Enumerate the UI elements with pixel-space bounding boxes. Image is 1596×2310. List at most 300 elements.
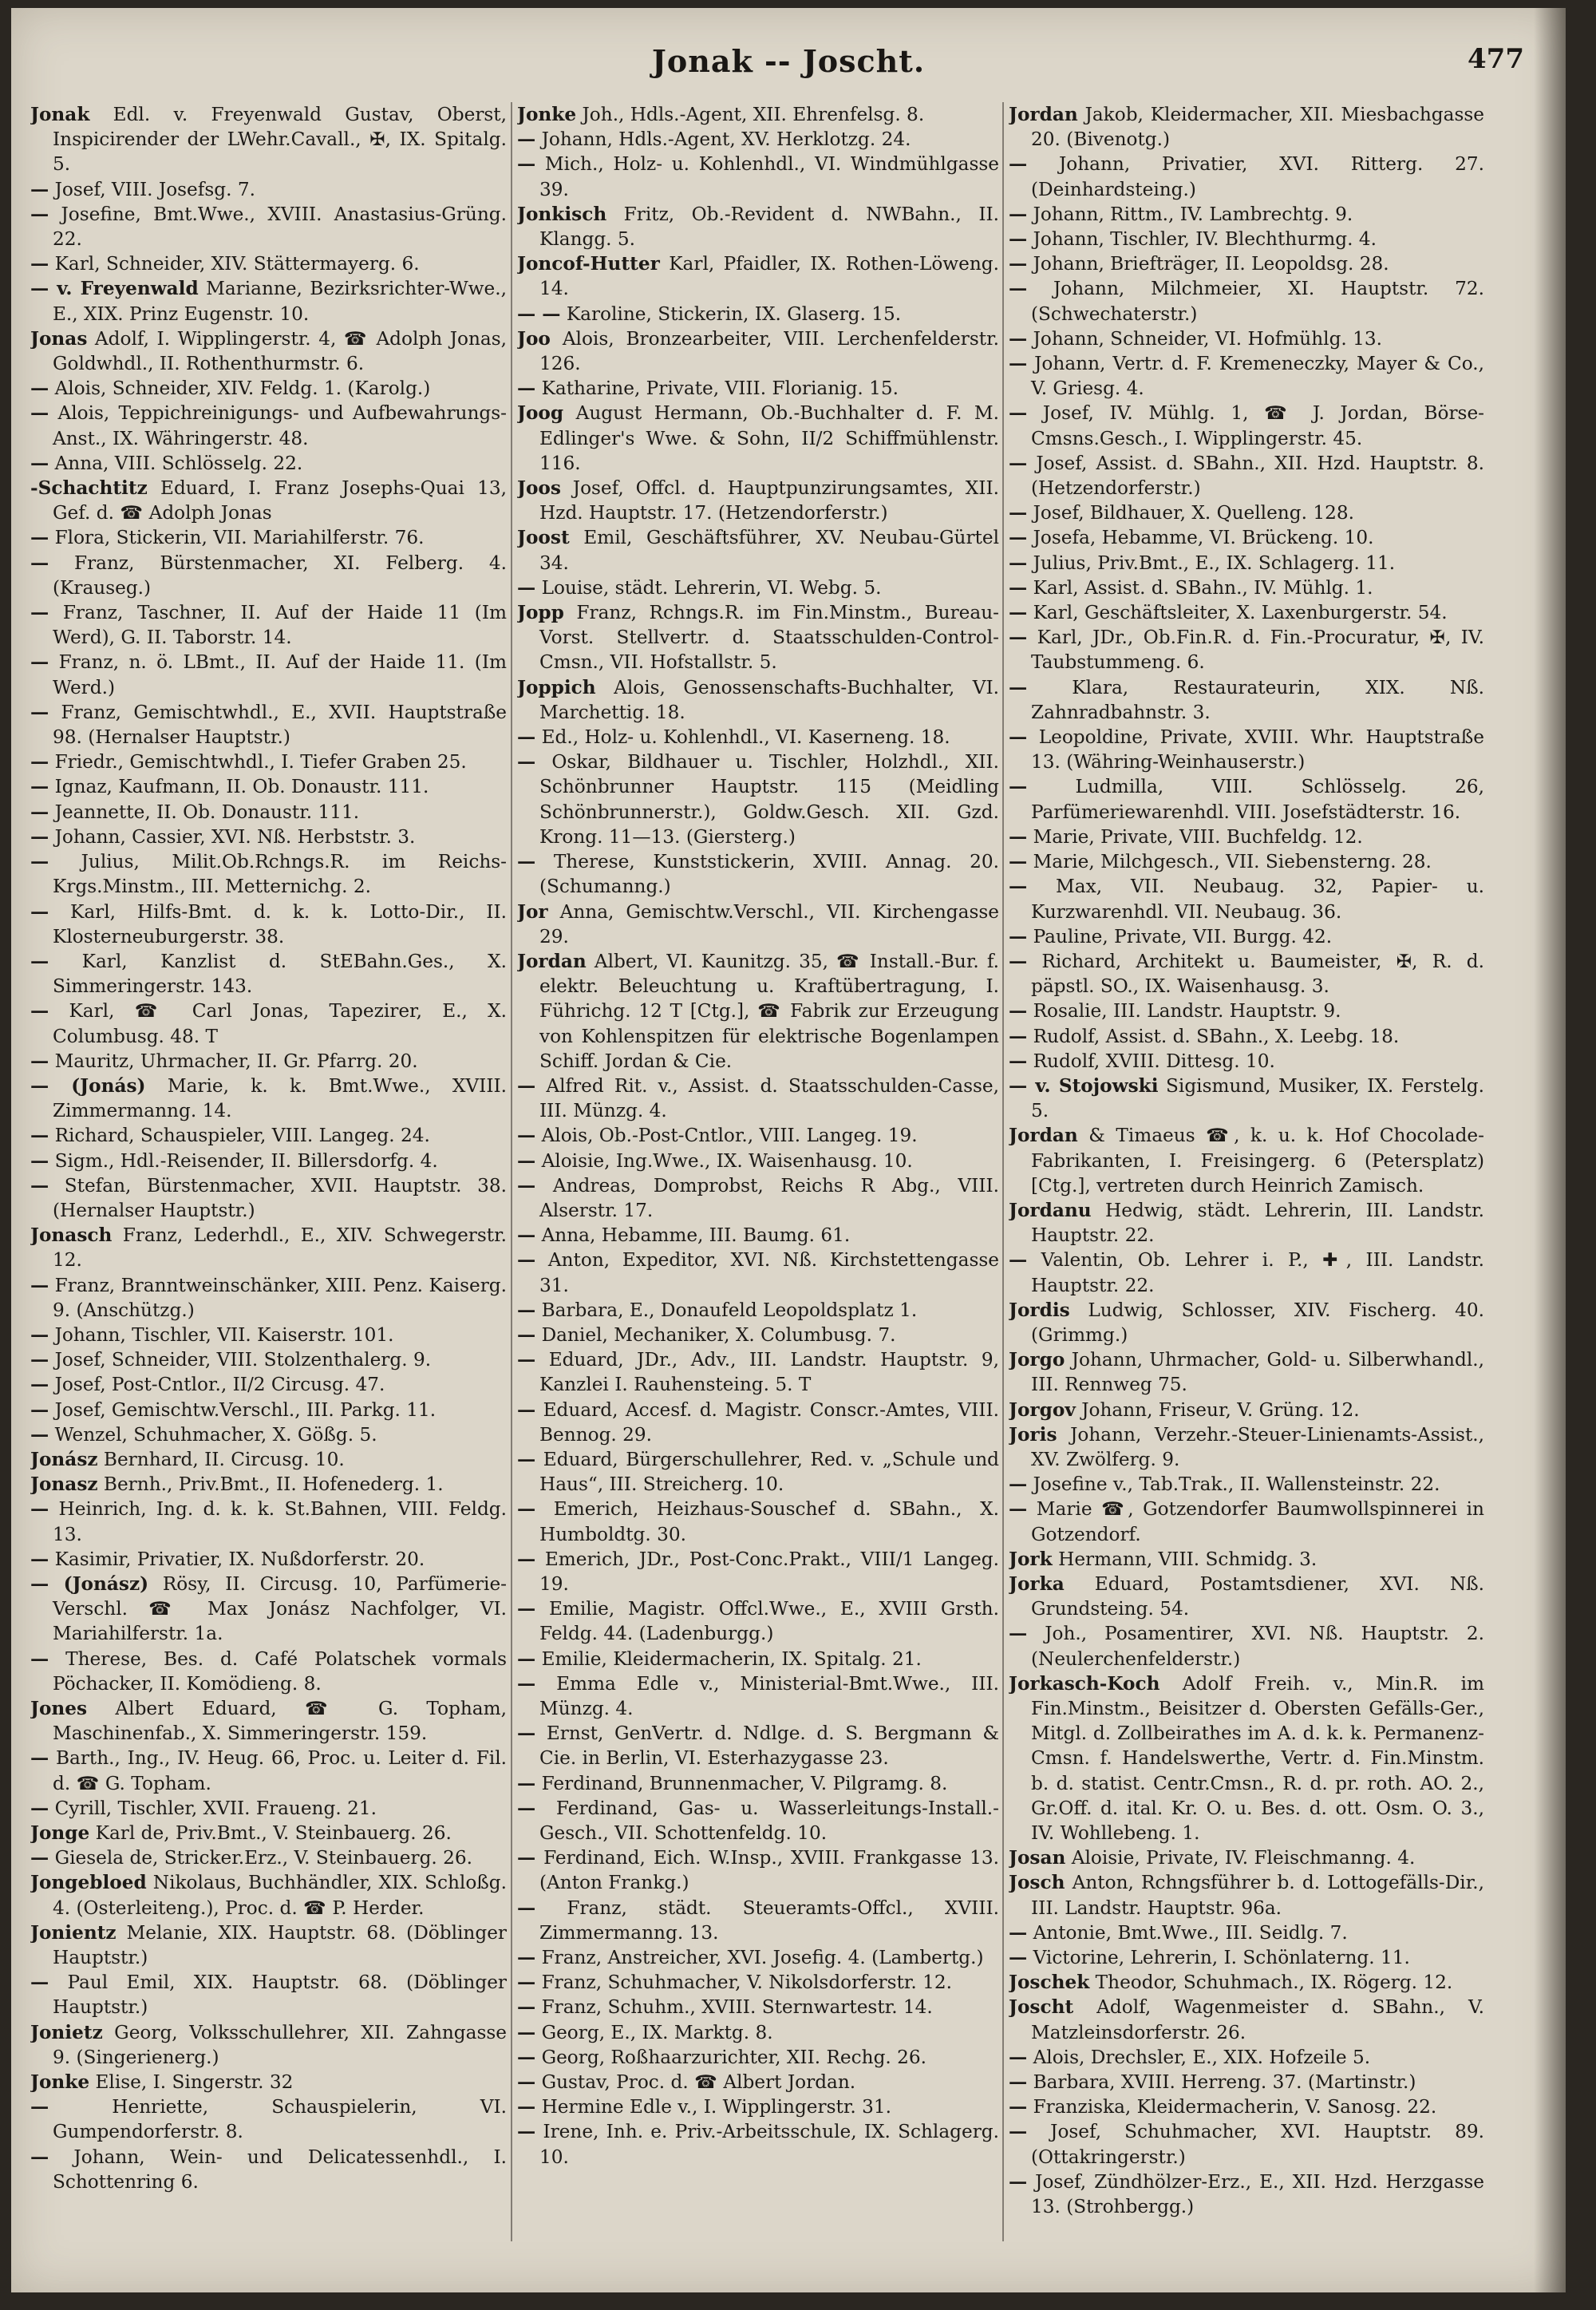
directory-page xyxy=(11,8,1566,2292)
entry-text: Daniel, Mechaniker, X. Columbusg. 7. xyxy=(541,1323,896,1346)
directory-entry xyxy=(517,1771,999,1796)
entry-name: — xyxy=(30,452,49,474)
entry-text: Fritz, Ob.-Revident d. NWBahn., II. Klangg. 5. xyxy=(539,203,999,251)
entry-name: Jonak xyxy=(30,104,90,125)
directory-entry xyxy=(1009,2119,1484,2169)
directory-entry xyxy=(1009,625,1484,674)
entry-name: — xyxy=(1009,1498,1028,1521)
entry-name: Jonász xyxy=(30,1448,98,1470)
entry-name: — xyxy=(1009,925,1028,947)
entry-text: Ernst, GenVertr. d. Ndlge. d. S. Bergmann & Cie. in Berlin, VI. Esterhazygasse 23. xyxy=(539,1723,999,1770)
entry-name: — xyxy=(517,1349,536,1371)
entry-name: — xyxy=(1009,627,1028,649)
entry-name: — xyxy=(30,1374,49,1396)
entry-name: — xyxy=(30,2096,49,2118)
directory-entry xyxy=(517,2094,999,2119)
directory-entry xyxy=(1009,1049,1484,1074)
entry-name: — xyxy=(30,1323,49,1346)
entry-text: Alois, Teppichreinigungs- und Aufbewahrungs-Anst., IX. Währingerstr. 48. xyxy=(53,402,507,449)
directory-entry xyxy=(1009,401,1484,450)
entry-name: Joost xyxy=(517,527,570,549)
running-title: Jonak -- Joscht. xyxy=(651,43,926,79)
entry-name: — xyxy=(517,1647,536,1670)
entry-text: Karl, Geschäftsleiter, X. Laxenburgerstr. 54. xyxy=(1033,602,1448,624)
entry-text: Adolf, Wagenmeister d. SBahn., V. Matzleinsdorferstr. 26. xyxy=(1031,1996,1484,2043)
directory-entry xyxy=(517,251,999,301)
entry-text: Ludmilla, VIII. Schlösselg. 26, Parfümeriewarenhdl. VIII. Josefstädterstr. 16. xyxy=(1031,776,1484,823)
entry-text: Alois, Bronzearbeiter, VIII. Lerchenfelderstr. 126. xyxy=(539,327,999,375)
entry-name: — xyxy=(517,851,536,873)
directory-entry xyxy=(1009,2170,1484,2219)
entry-name: — xyxy=(30,900,49,923)
entry-text: Heinrich, Ing. d. k. k. St.Bahnen, VIII. Feldg. 13. xyxy=(53,1498,507,1545)
entry-name: — xyxy=(30,701,49,723)
entry-text: Johann, Verzehr.-Steuer-Linienamts-Assist., XV. Zwölferg. 9. xyxy=(1031,1423,1484,1470)
directory-entry xyxy=(30,1074,507,1123)
entry-name: Jones xyxy=(30,1698,88,1719)
entry-name: Jorgov xyxy=(1009,1398,1076,1421)
entry-name: — xyxy=(517,1249,536,1272)
entry-text: Julius, Milit.Ob.Rchngs.R. im Reichs-Krgs.Minstm., III. Metternichg. 2. xyxy=(53,851,507,898)
entry-text: Johann, Wein- und Delicatessenhdl., I. Schottenring 6. xyxy=(53,2146,507,2193)
column-3 xyxy=(1009,102,1484,2257)
entry-name: Jork xyxy=(1009,1548,1053,1570)
directory-entry xyxy=(30,650,507,699)
directory-entry xyxy=(30,177,507,202)
directory-entry xyxy=(1009,999,1484,1023)
directory-entry xyxy=(30,900,507,949)
entry-name: — xyxy=(30,602,49,624)
directory-entry xyxy=(1009,500,1484,525)
entry-text: Emma Edle v., Ministerial-Bmt.Wwe., III. Münzg. 4. xyxy=(539,1672,999,1719)
entry-text: Johann, Rittm., IV. Lambrechtg. 9. xyxy=(1033,203,1353,225)
entry-text: Josefine v., Tab.Trak., II. Wallensteinstr. 22. xyxy=(1033,1473,1440,1496)
entry-text: Kasimir, Privatier, IX. Nußdorferstr. 20. xyxy=(54,1548,425,1570)
directory-entry xyxy=(30,525,507,550)
entry-name: — xyxy=(1009,203,1028,225)
entry-name: Joscht xyxy=(1009,1996,1074,2019)
directory-entry xyxy=(1009,2094,1484,2119)
entry-text: Ludwig, Schlosser, XIV. Fischerg. 40. (Grimmg.) xyxy=(1031,1299,1484,1346)
entry-name: — xyxy=(1009,228,1028,251)
entry-name: — xyxy=(517,1323,536,1346)
entry-name: — xyxy=(30,527,49,549)
entry-text: Anton, Expeditor, XVI. Nß. Kirchstettengasse 31. xyxy=(539,1249,999,1296)
entry-text: Rösy, II. Circusg. 10, Parfümerie-Verschl. ☎ Max Jonász Nachfolger, VI. Mariahilferstr. 1a. xyxy=(53,1572,507,1645)
directory-entry xyxy=(30,1422,507,1447)
directory-entry xyxy=(30,750,507,774)
entry-name: — xyxy=(30,651,49,674)
entry-name: — xyxy=(30,1274,49,1296)
entry-text: Franz, Taschner, II. Auf der Haide 11 (Im Werd), G. II. Taborstr. 14. xyxy=(53,602,507,649)
entry-name: Jonkisch xyxy=(517,203,607,225)
entry-name: Jonasz xyxy=(30,1473,98,1496)
directory-entry xyxy=(517,376,999,401)
entry-text: Katharine, Private, VIII. Florianig. 15. xyxy=(541,378,899,400)
entry-name: — xyxy=(1009,776,1028,798)
entry-name: — xyxy=(30,1498,49,1521)
directory-entry xyxy=(1009,102,1484,152)
directory-entry xyxy=(1009,825,1484,849)
directory-entry xyxy=(517,1123,999,1148)
directory-entry xyxy=(1009,2045,1484,2070)
directory-entry xyxy=(517,2020,999,2045)
entry-name: — xyxy=(30,751,49,773)
directory-entry xyxy=(517,1721,999,1770)
entry-text: Joh., Hdls.-Agent, XII. Ehrenfelsg. 8. xyxy=(582,104,925,125)
entry-text: Albert, VI. Kaunitzg. 35, ☎ Install.-Bur. f. elektr. Beleuchtung u. Kraftübertragung, I. Führichg. 12 T [Ctg.], ☎ Fabrik zur Erzeugung von Kohlenspitzen für elektrische Bogenlampen Schiff. Jordan & Cie. xyxy=(539,950,999,1072)
entry-text: Sigm., Hdl.-Reisender, II. Billersdorfg. 4. xyxy=(54,1149,438,1172)
directory-entry xyxy=(30,1398,507,1422)
directory-entry xyxy=(1009,1123,1484,1198)
entry-name: — xyxy=(517,1074,536,1097)
entry-name: Jordan xyxy=(1009,1125,1078,1147)
entry-text: Alois, Schneider, XIV. Feldg. 1. (Karolg.) xyxy=(54,378,431,400)
directory-entry xyxy=(517,1149,999,1173)
entry-name: — xyxy=(30,1847,49,1869)
entry-name: — xyxy=(30,1972,49,1994)
directory-entry xyxy=(1009,525,1484,550)
entry-text: Georg, Roßhaarzurichter, XII. Rechg. 26. xyxy=(541,2046,927,2068)
entry-text: Josef, VIII. Josefsg. 7. xyxy=(54,178,255,200)
directory-entry xyxy=(1009,1870,1484,1920)
entry-name: — xyxy=(1009,2096,1028,2118)
entry-text: Karl, Pfaidler, IX. Rothen-Löweng. 14. xyxy=(539,253,999,300)
directory-entry xyxy=(1009,1198,1484,1248)
directory-entry xyxy=(1009,1945,1484,1970)
directory-entry xyxy=(517,1647,999,1671)
directory-entry xyxy=(1009,1671,1484,1845)
entry-text: Cyrill, Tischler, XVII. Fraueng. 21. xyxy=(54,1797,377,1819)
entry-name: — xyxy=(1009,1025,1028,1047)
directory-entry xyxy=(30,476,507,525)
entry-text: Marie, k. k. Bmt.Wwe., XVIII. Zimmermanng. 14. xyxy=(53,1074,507,1122)
directory-entry xyxy=(1009,451,1484,500)
entry-text: Franz, städt. Steueramts-Offcl., XVIII. Zimmermanng. 13. xyxy=(539,1897,999,1944)
entry-name: — xyxy=(1009,153,1028,176)
entry-text: Jeannette, II. Ob. Donaustr. 111. xyxy=(54,801,360,823)
directory-entry xyxy=(30,800,507,825)
entry-text: Franz, Lederhdl., E., XIV. Schwegerstr. 12. xyxy=(53,1224,507,1272)
entry-text: Stefan, Bürstenmacher, XVII. Hauptstr. 38. (Hernalser Hauptstr.) xyxy=(53,1174,507,1221)
entry-text: Eduard, Bürgerschullehrer, Red. v. „Schule und Haus“, III. Streicherg. 10. xyxy=(539,1448,999,1496)
directory-entry xyxy=(1009,1547,1484,1572)
entry-text: Barbara, E., Donaufeld Leopoldsplatz 1. xyxy=(541,1299,918,1321)
entry-text: Franz, n. ö. LBmt., II. Auf der Haide 11. (Im Werd.) xyxy=(53,651,507,698)
entry-text: Johann, Uhrmacher, Gold- u. Silberwhandl., III. Rennweg 75. xyxy=(1031,1349,1484,1396)
directory-entry xyxy=(517,1945,999,1970)
directory-entry xyxy=(517,1398,999,1447)
entry-name: — xyxy=(30,1548,49,1570)
page-edge-shadow xyxy=(1534,8,1566,2292)
entry-name: Jonasch xyxy=(30,1224,113,1247)
entry-name: Jordis xyxy=(1009,1299,1070,1321)
entry-text: Adolf Freih. v., Min.R. im Fin.Minstm., Beisitzer d. Obersten Gefälls-Ger., Mitgl. d. Zollbeirathes im A. d. k. k. Permanenz-Cmsn. f. Handelswerthe, Vertr. d. Fin.Minstm. b. d. statist. Centr.Cmsn., R. d. pr. roth. AO. 2., Gr.Off. d. ital. Kr. O. u. Bes. d. ott. Osm. O. 3., IV. Wohllebeng. 1. xyxy=(1031,1672,1484,1845)
entry-text: Aloisie, Ing.Wwe., IX. Waisenhausg. 10. xyxy=(541,1149,913,1172)
directory-entry xyxy=(517,401,999,476)
entry-name: Jordanu xyxy=(1009,1199,1092,1221)
directory-entry xyxy=(1009,551,1484,576)
entry-text: Wenzel, Schuhmacher, X. Gößg. 5. xyxy=(54,1423,377,1446)
entry-name: — xyxy=(30,1423,49,1446)
entry-name: Jonge xyxy=(30,1822,90,1845)
entry-name: — xyxy=(1009,2170,1028,2193)
entry-text: Elise, I. Singerstr. 32 xyxy=(95,2071,294,2094)
directory-entry xyxy=(1009,202,1484,227)
entry-name: Josch xyxy=(1009,1872,1065,1894)
entry-name: — xyxy=(517,1672,536,1695)
directory-entry xyxy=(30,774,507,799)
entry-text: Franz, Schuhmacher, V. Nikolsdorferstr. 12. xyxy=(541,1972,952,1994)
entry-name: — xyxy=(1009,576,1028,599)
entry-text: Bernh., Priv.Bmt., II. Hofenederg. 1. xyxy=(103,1473,444,1496)
entry-name: — v. Freyenwald xyxy=(30,278,199,300)
entry-name: — xyxy=(30,1349,49,1371)
directory-entry xyxy=(517,1248,999,1297)
directory-entry xyxy=(517,326,999,376)
directory-entry xyxy=(517,1845,999,1895)
entry-name: — xyxy=(1009,353,1028,375)
entry-text: Karl, ☎ Carl Jonas, Tapezirer, E., X. Columbusg. 48. T xyxy=(53,1000,507,1047)
entry-text: Emilie, Kleidermacherin, IX. Spitalg. 21. xyxy=(541,1647,922,1670)
entry-name: — xyxy=(517,1598,536,1620)
entry-name: — xyxy=(517,153,536,176)
entry-name: — xyxy=(30,801,49,823)
entry-name: — xyxy=(30,1747,49,1770)
directory-entry xyxy=(30,1223,507,1272)
entry-text: Johann, Privatier, XVI. Ritterg. 27. (Deinhardsteing.) xyxy=(1031,153,1484,200)
directory-entry xyxy=(30,1746,507,1795)
entry-text: Richard, Architekt u. Baumeister, ✠, R. d. päpstl. SO., IX. Waisenhausg. 3. xyxy=(1031,950,1484,998)
directory-entry xyxy=(30,1273,507,1323)
entry-text: Bernhard, II. Circusg. 10. xyxy=(103,1448,345,1470)
entry-text: Karoline, Stickerin, IX. Glaserg. 15. xyxy=(566,303,902,325)
directory-entry xyxy=(1009,1398,1484,1422)
directory-entry xyxy=(30,1323,507,1347)
directory-entry xyxy=(517,525,999,575)
directory-entry xyxy=(30,849,507,899)
entry-name: — xyxy=(30,1797,49,1819)
directory-entry xyxy=(30,949,507,999)
entry-text: Ed., Holz- u. Kohlenhdl., VI. Kaserneng. 18. xyxy=(541,726,950,749)
directory-entry xyxy=(1009,326,1484,351)
entry-name: — xyxy=(517,1224,536,1247)
entry-name: — xyxy=(30,1174,49,1197)
entry-text: Alfred Rit. v., Assist. d. Staatsschulden-Casse, III. Münzg. 4. xyxy=(539,1074,999,1122)
entry-name: — xyxy=(1009,825,1028,848)
directory-entry xyxy=(30,999,507,1048)
entry-name: — xyxy=(1009,602,1028,624)
entry-text: Johann, Milchmeier, XI. Hauptstr. 72. (Schwechaterstr.) xyxy=(1031,278,1484,325)
entry-text: August Hermann, Ob.-Buchhalter d. F. M. Edlinger's Wwe. & Sohn, II/2 Schiffmühlenstr. 116. xyxy=(539,402,999,474)
entry-name: — xyxy=(1009,327,1028,350)
entry-name: Jonientz xyxy=(30,1921,117,1944)
entry-name: — xyxy=(30,253,49,275)
entry-name: — xyxy=(517,751,536,773)
entry-text: Josef, Bildhauer, X. Quelleng. 128. xyxy=(1033,502,1354,524)
directory-entry xyxy=(30,825,507,849)
entry-text: Friedr., Gemischtwhdl., I. Tiefer Graben 25. xyxy=(54,751,467,773)
entry-name: — xyxy=(517,2071,536,2094)
directory-entry xyxy=(1009,725,1484,774)
entry-name: Jongebloed xyxy=(30,1872,147,1894)
entry-text: Johann, Cassier, XVI. Nß. Herbststr. 3. xyxy=(54,825,416,848)
entry-name: — xyxy=(1009,726,1028,749)
entry-name: — xyxy=(1009,1000,1028,1022)
entry-name: — xyxy=(517,2121,536,2143)
entry-name: Jorgo xyxy=(1009,1349,1065,1371)
directory-entry xyxy=(30,1347,507,1372)
entry-name: Josan xyxy=(1009,1847,1066,1869)
entry-text: Therese, Kunststickerin, XVIII. Annag. 20. (Schumanng.) xyxy=(539,851,999,898)
directory-entry xyxy=(1009,924,1484,949)
directory-entry xyxy=(30,1123,507,1148)
entry-text: Franziska, Kleidermacherin, V. Sanosg. 22. xyxy=(1033,2096,1437,2118)
entry-name: — xyxy=(517,1897,536,1919)
entry-name: — xyxy=(30,851,49,873)
entry-name: — xyxy=(517,576,536,599)
entry-name: Joo xyxy=(517,327,551,350)
directory-entry xyxy=(30,1049,507,1074)
entry-name: Jonas xyxy=(30,327,88,350)
entry-name: — xyxy=(1009,452,1028,474)
directory-entry xyxy=(30,600,507,650)
entry-text: Anton, Rchngsführer b. d. Lottogefälls-Dir., III. Landstr. Hauptstr. 96a. xyxy=(1031,1872,1484,1919)
entry-text: Josef, Assist. d. SBahn., XII. Hzd. Hauptstr. 8. (Hetzendorferstr.) xyxy=(1031,452,1484,500)
directory-entry xyxy=(1009,576,1484,600)
entry-text: Rudolf, Assist. d. SBahn., X. Leebg. 18. xyxy=(1033,1025,1400,1047)
entry-name: — xyxy=(30,1647,49,1670)
entry-text: Karl, JDr., Ob.Fin.R. d. Fin.-Procuratur, ✠, IV. Taubstummeng. 6. xyxy=(1031,627,1484,674)
entry-text: Johann, Vertr. d. F. Kremeneczky, Mayer & Co., V. Griesg. 4. xyxy=(1031,353,1484,400)
entry-name: — v. Stojowski xyxy=(1009,1074,1159,1097)
directory-entry xyxy=(517,202,999,251)
directory-entry xyxy=(517,1547,999,1596)
entry-name: — xyxy=(1009,851,1028,873)
entry-text: Franz, Anstreicher, XVI. Josefig. 4. (Lambertg.) xyxy=(541,1947,984,1969)
column-rule xyxy=(1002,102,1004,2241)
entry-name: Jonietz xyxy=(30,2021,103,2043)
entry-name: Jonke xyxy=(30,2071,90,2094)
entry-text: Josef, Offcl. d. Hauptpunzirungsamtes, XII. Hzd. Hauptstr. 17. (Hetzendorferstr.) xyxy=(539,477,999,524)
directory-entry xyxy=(30,1796,507,1821)
entry-name: — (Jonás) xyxy=(30,1074,146,1097)
entry-name: — xyxy=(30,178,49,200)
directory-entry xyxy=(517,1074,999,1123)
entry-text: Sigismund, Musiker, IX. Ferstelg. 5. xyxy=(1031,1074,1484,1122)
entry-name: — xyxy=(1009,278,1028,300)
entry-text: Irene, Inh. e. Priv.-Arbeitsschule, IX. Schlagerg. 10. xyxy=(539,2121,999,2168)
entry-text: Giesela de, Stricker.Erz., V. Steinbauerg. 26. xyxy=(54,1847,473,1869)
entry-text: Julius, Priv.Bmt., E., IX. Schlagerg. 11. xyxy=(1033,552,1396,574)
directory-entry xyxy=(30,1472,507,1497)
entry-text: Theodor, Schuhmach., IX. Rögerg. 12. xyxy=(1095,1972,1453,1994)
entry-text: Eduard, Accesf. d. Magistr. Conscr.-Amtes, VIII. Bennog. 29. xyxy=(539,1398,999,1446)
entry-name: — xyxy=(30,1125,49,1147)
entry-text: Franz, Branntweinschänker, XIII. Penz. Kaiserg. 9. (Anschützg.) xyxy=(53,1274,507,1321)
entry-name: Jor xyxy=(517,900,548,923)
entry-name: Jorka xyxy=(1009,1572,1065,1595)
entry-text: Jakob, Kleidermacher, XII. Miesbachgasse 20. (Bivenotg.) xyxy=(1031,104,1484,151)
directory-entry xyxy=(517,1671,999,1721)
entry-text: Johann, Tischler, VII. Kaiserstr. 101. xyxy=(54,1323,394,1346)
directory-entry xyxy=(1009,1074,1484,1123)
entry-text: Josef, Schneider, VIII. Stolzenthalerg. 9. xyxy=(54,1349,432,1371)
directory-entry xyxy=(1009,874,1484,924)
entry-name: — xyxy=(517,1797,536,1819)
entry-text: Josef, Post-Cntlor., II/2 Circusg. 47. xyxy=(54,1374,385,1396)
entry-name: — xyxy=(517,726,536,749)
directory-entry xyxy=(30,451,507,476)
entry-text: Oskar, Bildhauer u. Tischler, Holzhdl., XII. Schönbrunner Hauptstr. 115 (Meidling Schönbrunnerstr.), Goldw.Gesch. XII. Gzd. Krong. 11—13. (Giersterg.) xyxy=(539,751,999,848)
entry-name: — xyxy=(30,2146,49,2168)
directory-entry xyxy=(1009,1248,1484,1297)
entry-name: — xyxy=(30,552,49,574)
entry-name: — xyxy=(1009,1050,1028,1072)
entry-text: Franz, Rchngs.R. im Fin.Minstm., Bureau-Vorst. Stellvertr. d. Staatsschulden-Control-Cmsn., VII. Hofstallstr. 5. xyxy=(539,602,999,674)
entry-text: Josefine, Bmt.Wwe., XVIII. Anastasius-Grüng. 22. xyxy=(53,203,507,251)
entry-text: Alois, Ob.-Post-Cntlor., VIII. Langeg. 19. xyxy=(541,1125,918,1147)
entry-text: Josef, Gemischtw.Verschl., III. Parkg. 11. xyxy=(54,1398,437,1421)
directory-entry xyxy=(1009,1970,1484,1995)
entry-text: Ferdinand, Gas- u. Wasserleitungs-Install.-Gesch., VII. Schottenfeldg. 10. xyxy=(539,1797,999,1845)
entry-text: Pauline, Private, VII. Burgg. 42. xyxy=(1033,925,1333,947)
entry-text: Barth., Ing., IV. Heug. 66, Proc. u. Leiter d. Fil. d. ☎ G. Topham. xyxy=(53,1747,507,1794)
directory-entry xyxy=(1009,1845,1484,1870)
entry-text: Anna, Hebamme, III. Baumg. 61. xyxy=(541,1224,851,1247)
directory-entry xyxy=(517,1796,999,1845)
directory-entry xyxy=(517,2070,999,2094)
entry-text: Josef, IV. Mühlg. 1, ☎ J. Jordan, Börse-Cmsns.Gesch., I. Wipplingerstr. 45. xyxy=(1031,402,1484,449)
entry-name: — xyxy=(1009,1921,1028,1944)
directory-entry xyxy=(1009,1497,1484,1546)
entry-name: — xyxy=(30,1149,49,1172)
directory-entry xyxy=(30,1149,507,1173)
entry-text: Franz, Bürstenmacher, XI. Felberg. 4. (Krauseg.) xyxy=(53,552,507,599)
entry-text: Victorine, Lehrerin, I. Schönlaterng. 11. xyxy=(1033,1947,1410,1969)
entry-text: Karl de, Priv.Bmt., V. Steinbauerg. 26. xyxy=(95,1822,452,1845)
entry-name: — xyxy=(30,950,49,972)
directory-entry xyxy=(1009,675,1484,725)
entry-text: Flora, Stickerin, VII. Mariahilferstr. 76. xyxy=(54,527,425,549)
directory-entry xyxy=(517,949,999,1074)
directory-entry xyxy=(30,2070,507,2094)
directory-entry xyxy=(517,2045,999,2070)
directory-entry xyxy=(1009,774,1484,824)
directory-entry xyxy=(517,102,999,127)
directory-entry xyxy=(517,849,999,899)
directory-entry xyxy=(30,1447,507,1472)
entry-text: Alois, Drechsler, E., XIX. Hofzeile 5. xyxy=(1033,2046,1371,2068)
directory-entry xyxy=(517,1497,999,1546)
entry-text: Alois, Genossenschafts-Buchhalter, VI. Marchettig. 18. xyxy=(539,676,999,723)
entry-text: Aloisie, Private, IV. Fleischmanng. 4. xyxy=(1071,1847,1416,1869)
directory-entry xyxy=(30,102,507,177)
directory-entry xyxy=(1009,227,1484,251)
directory-entry xyxy=(517,1223,999,1248)
column-2 xyxy=(517,102,999,2257)
column-1 xyxy=(30,102,507,2257)
entry-name: — xyxy=(517,129,536,151)
entry-name: — xyxy=(1009,527,1028,549)
entry-text: Emerich, JDr., Post-Conc.Prakt., VIII/1 Langeg. 19. xyxy=(539,1548,999,1595)
directory-entry xyxy=(517,152,999,201)
entry-text: & Timaeus ☎, k. u. k. Hof Chocolade-Fabrikanten, I. Freisingerg. 6 (Petersplatz) [Ctg.], vertreten durch Heinrich Zamisch. xyxy=(1031,1125,1484,1197)
entry-name: — xyxy=(30,776,49,798)
entry-name: — xyxy=(517,1174,536,1197)
directory-entry xyxy=(517,1447,999,1497)
entry-name: — xyxy=(517,1947,536,1969)
